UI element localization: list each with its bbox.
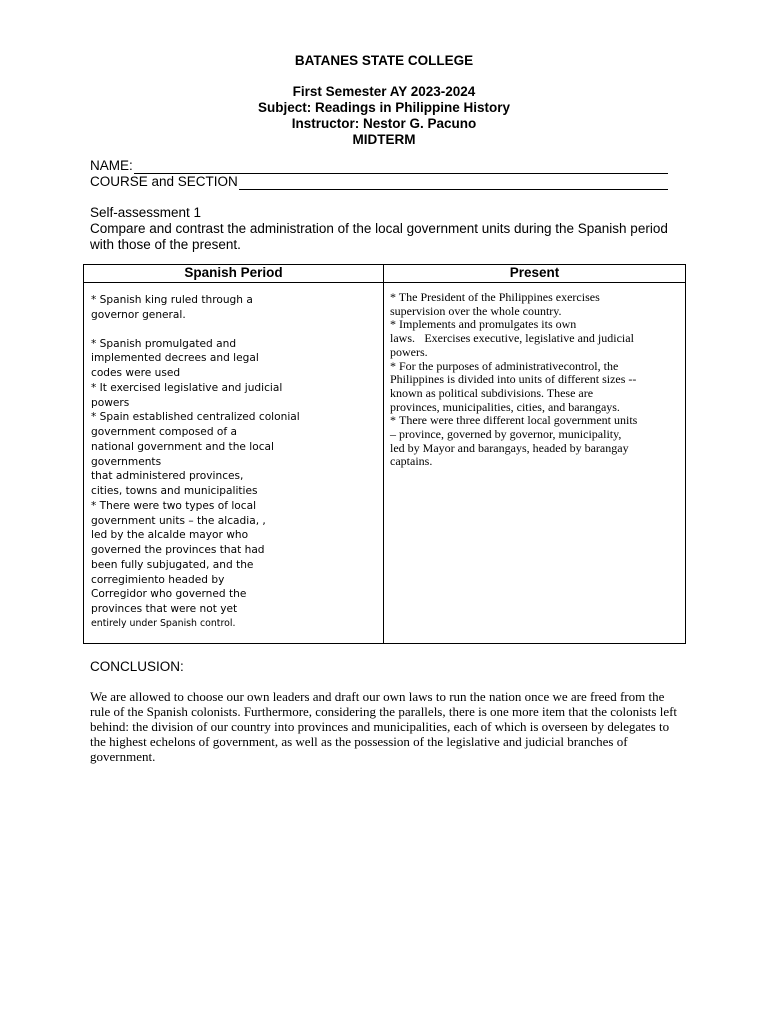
exam-line: MIDTERM: [352, 132, 416, 147]
comparison-table: [83, 264, 686, 644]
spanish-period-header: Spanish Period: [84, 265, 384, 283]
self-assessment: [90, 205, 690, 253]
name-blank-line: [134, 160, 668, 174]
course-header: [0, 84, 768, 148]
spanish-point-2: * Spanish promulgated and implemented decrees and legal codes were used * It exercised legislative and judicial powers * Spain established centralized colonial government composed of a national government and the local governments that administered provinces, cities, towns and municipalities * There were two types of local government units – the alcadia, , led by the alcalde mayor who governed the provinces that had been fully subjugated, and the corregimiento headed by Corregidor who governed the provinces that were not yet: [91, 337, 300, 615]
spanish-point-1: * Spanish king ruled through a governor general.: [91, 294, 253, 321]
table-header-row: [84, 265, 686, 283]
spanish-period-cell: [84, 283, 384, 644]
subject-line: Subject: Readings in Philippine History: [257, 100, 511, 115]
course-section-label: COURSE and SECTION: [90, 174, 238, 189]
present-cell: [384, 283, 686, 644]
conclusion-text: We are allowed to choose our own leaders and draft our own laws to run the nation once we are freed from the rule of the Spanish colonists. Furthermore, considering the parallels, there is one more item that the colonists left behind: the division of our country into provinces and municipalities, each of which is overseen by delegates to the highest echelons of government, as well as the possession of the legislative and judicial branches of government.: [90, 689, 678, 764]
assessment-title: Self-assessment 1: [90, 205, 202, 220]
present-header: Present: [384, 265, 686, 283]
course-section-field: [90, 174, 668, 190]
student-fields: [90, 158, 668, 190]
name-label: NAME:: [90, 158, 133, 173]
semester-line: First Semester AY 2023-2024: [292, 84, 476, 99]
college-name: [0, 53, 768, 69]
spanish-point-3: entirely under Spanish control.: [91, 617, 236, 629]
course-section-blank-line: [239, 176, 668, 190]
name-field: [90, 158, 668, 174]
instructor-line: Instructor: Nestor G. Pacuno: [291, 116, 477, 131]
assessment-instruction: Compare and contrast the administration of the local government units during the Spanish period with those of the present.: [90, 221, 668, 252]
table-body-row: [84, 283, 686, 644]
conclusion-title: CONCLUSION:: [90, 659, 184, 674]
present-text: * The President of the Philippines exercises supervision over the whole country. * Implements and promulgates its own laws. Exercises executive, legislative and judicial powers. * For the purposes of administrativecontrol, the Philippines is divided into units of different sizes -- known as political subdivisions. These are provinces, municipalities, cities, and barangays. * There were three different local government units – province, governed by governor, municipality, led by Mayor and barangays, headed by barangay captains.: [390, 290, 638, 469]
college-title: BATANES STATE COLLEGE: [294, 53, 474, 68]
